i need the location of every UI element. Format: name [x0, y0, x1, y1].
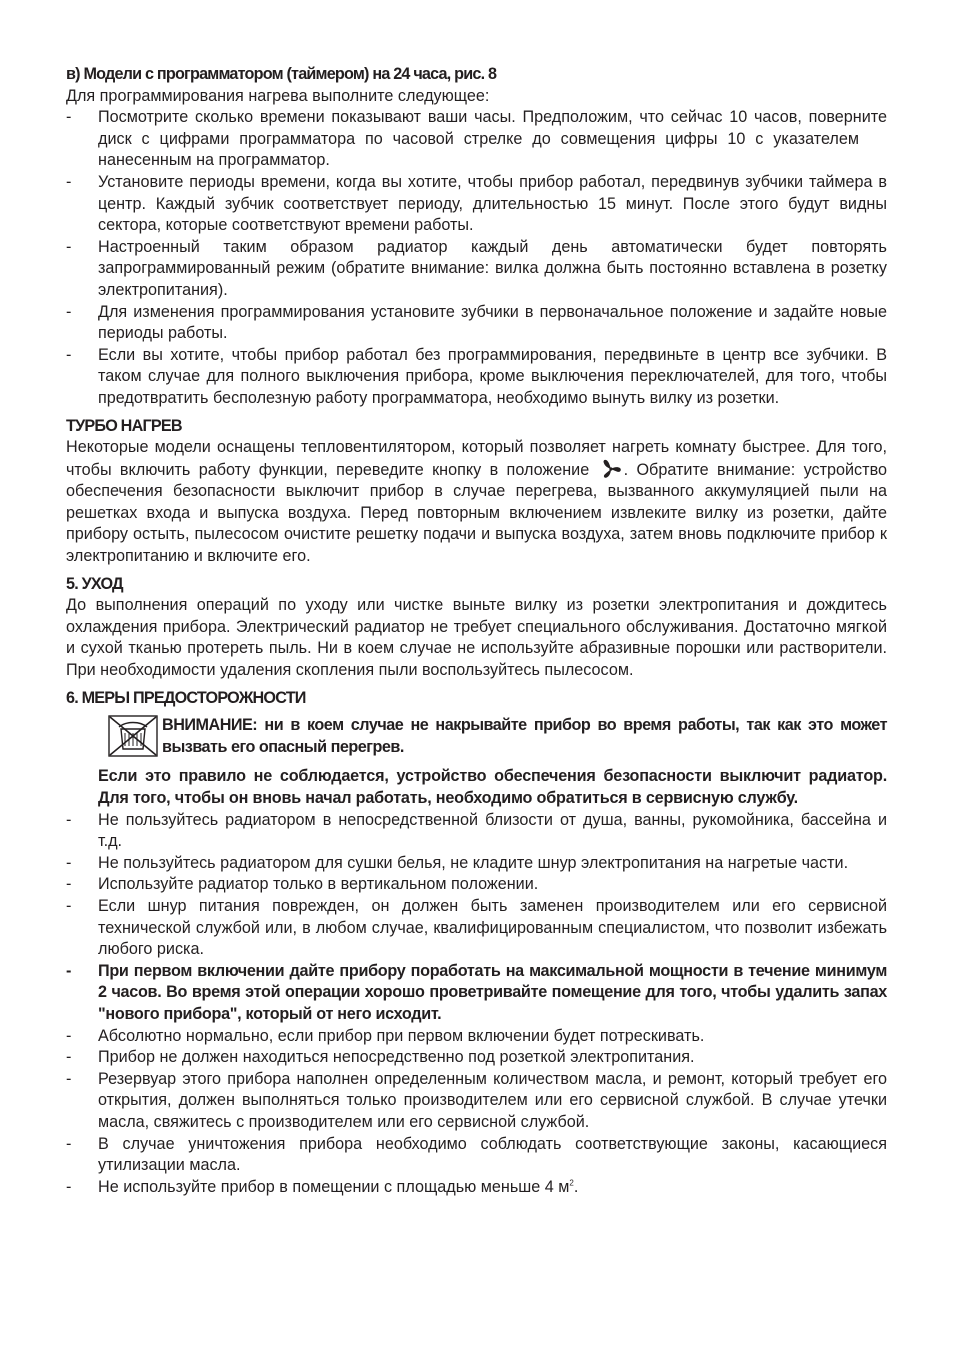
precautions-list — [66, 810, 887, 1199]
list-item-text: нанесенным на программатор. — [98, 151, 330, 170]
list-item: - Установите периоды времени, когда вы хотите, чтобы прибор работал, передвинув зубчики таймера в центр. Каждый зубчик соответствует периоду, длительностью 15 минут. После этого будут видны сектора, которые соответствуют времени работы. — [66, 172, 887, 237]
warning-note: Если это правило не соблюдается, устройство обеспечения безопасности выключит радиатор. Для того, чтобы он вновь начал работать, необходимо обратиться в сервисную службу. — [98, 767, 887, 807]
turbo-text — [66, 437, 887, 568]
list-item: - В случае уничтожения прибора необходимо соблюдать соответствующие законы, касающиеся утилизации масла. — [66, 1134, 887, 1177]
list-item: - Если шнур питания поврежден, он должен быть заменен производителем или его сервисной технической службой или, в любом случае, квалифицированным специалистом, что позволит избежать любого риска. — [66, 896, 887, 961]
section-b-title: в) Модели с программатором (таймером) на 24 часа, рис. 8 — [66, 65, 497, 83]
list-item: - При первом включении дайте прибору поработать на максимальной мощности в течение минимум 2 часов. Во время этой операции хорошо проветривайте помещение для того, чтобы удалить запах "нового прибора", который от него исходит. — [66, 961, 887, 1026]
fan-icon — [600, 459, 622, 479]
list-item: - Если вы хотите, чтобы прибор работал без программирования, передвиньте в центр все зубчики. В таком случае для полного выключения прибора, кроме выключения переключателей, для того, чтобы предотвратить бесполезную работу программатора, необходимо вынуть вилку из розетки. — [66, 345, 887, 410]
precautions-title: 6. МЕРЫ ПРЕДОСТОРОЖНОСТИ — [66, 688, 306, 707]
warning-text: ВНИМАНИЕ: ни в коем случае не накрывайте прибор во время работы, так как это может вызвать его опасный перегрев. — [162, 716, 887, 756]
turbo-title: ТУРБО НАГРЕВ — [66, 416, 182, 435]
list-item: - Абсолютно нормально, если прибор при первом включении будет потрескивать. — [66, 1026, 887, 1048]
list-item — [66, 1177, 887, 1199]
list-item-text: Не используйте прибор в помещении с площадью меньше 4 м — [98, 1177, 570, 1196]
list-item: - Используйте радиатор только в вертикальном положении. — [66, 874, 887, 896]
section-b-intro: Для программирования нагрева выполните следующее: — [66, 86, 490, 105]
list-item: - Настроенный таким образом радиатор каждый день автоматически будет повторять запрограммированный режим (обратите внимание: вилка должна быть постоянно вставлена в розетку электропитания). — [66, 237, 887, 302]
care-text: До выполнения операций по уходу или чистке выньте вилку из розетки электропитания и дождитесь охлаждения прибора. Электрический радиатор не требует специального обслуживания. Достаточно мягкой и сухой тканью протереть пыль. Ни в коем случае не используйте абразивные порошки или растворители. При необходимости удаления скопления пыли воспользуйтесь пылесосом. — [66, 596, 887, 680]
care-title: 5. УХОД — [66, 574, 123, 593]
section-b-list — [66, 107, 887, 409]
turbo-text-part: . Обратите внимание: устройство обеспечения безопасности выключит прибор в случае перегрева, вызванного аккумуляцией пыли на решетках входа и выпуска воздуха. Перед повторным включением извлеките вилку из розетки, дайте прибору остыть, пылесосом очистите решетку подачи и выпуска воздуха, затем вновь подключите прибор к электропитанию и включите его. — [66, 460, 887, 566]
list-item: - Не пользуйтесь радиатором для сушки белья, не кладите шнур электропитания на нагретые части. — [66, 853, 887, 875]
list-item: - Прибор не должен находиться непосредственно под розеткой электропитания. — [66, 1047, 887, 1069]
list-item: - Для изменения программирования установите зубчики в первоначальное положение и задайте новые периоды работы. — [66, 302, 887, 345]
superscript: 2 — [569, 1178, 574, 1188]
list-item: - Не пользуйтесь радиатором в непосредственной близости от душа, ванны, рукомойника, бассейна и т.д. — [66, 810, 887, 853]
list-item-text: Посмотрите сколько времени показывают ваши часы. Предположим, что сейчас 10 часов, поверните диск с цифрами программатора по часовой стрелке до совмещения цифры 10 с указателем — [98, 108, 887, 148]
turbo-text-part: Некоторые модели оснащены тепловентилятором, который позволяет нагреть комнату быстрее. Для того, чтобы включить работу функции, переведите кнопку в положение — [66, 438, 887, 479]
do-not-cover-icon — [108, 715, 158, 757]
document-page — [66, 64, 887, 1198]
list-item: - Резервуар этого прибора наполнен определенным количеством масла, и ремонт, который требует его открытия, должен выполняться только производителем или его сервисной службой. В случае утечки масла, свяжитесь с производителем или его сервисной службой. — [66, 1069, 887, 1134]
warning-block — [66, 715, 887, 758]
list-item-text: . — [573, 1177, 579, 1196]
list-item — [66, 107, 887, 172]
